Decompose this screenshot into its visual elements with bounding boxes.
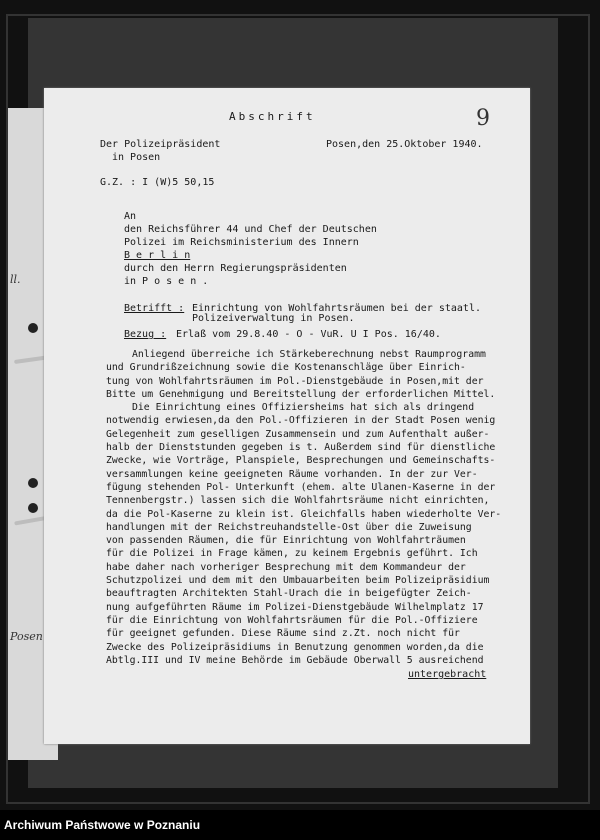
body-line: Abtlg.III und IV meine Behörde im Gebäude Oberwall 5 ausreichend: [106, 654, 484, 666]
body-line: Zwecke, wie Vorträge, Planspiele, Besprechungen und Gemeinschafts-: [106, 455, 496, 467]
file-reference: G.Z. : I (W)5 50,15: [100, 177, 215, 188]
body-line: versammlungen keine geeigneten Räume vorhanden. In der zur Ver-: [106, 468, 478, 480]
body-line: habe daher nach vorheriger Besprechung mit dem Kommandeur der: [106, 561, 466, 573]
reference-label: Bezug :: [124, 329, 167, 340]
reference-text: Erlaß vom 29.8.40 - O - VuR. U I Pos. 16/40.: [176, 329, 441, 340]
body-line: nung aufgeführten Räume im Polizei-Dienstgebäude Wilhelmplatz 17: [106, 601, 484, 613]
body-line: notwendig erwiesen,da den Pol.-Offizieren in der Stadt Posen wenig: [106, 415, 496, 427]
body-line: Gelegenheit zum geselligen Zusammensein und zum Aufenthalt außer-: [106, 428, 490, 440]
address-line: An: [124, 211, 137, 222]
body-line: fügung stehenden Pol- Unterkunft (ehem. alte Ulanen-Kaserne in der: [106, 481, 496, 493]
address-line: den Reichsführer 44 und Chef der Deutschen: [124, 224, 377, 235]
binder-hole: [28, 323, 38, 333]
body-line: Tennenbergstr.) lassen sich die Wohlfahrtsräume nicht einrichten,: [106, 495, 490, 507]
body-line: für die Einrichtung von Wohlfahrtsräumen für die Pol.-Offiziere: [106, 614, 478, 626]
body-line: und Grundrißzeichnung sowie die Kostenanschläge über Einrich-: [106, 362, 466, 374]
page-number: 9: [476, 106, 490, 131]
document-title: Abschrift: [229, 110, 316, 123]
binder-hole: [28, 478, 38, 488]
body-line: handlungen mit der Reichstreuhandstelle-Ost über die Zuweisung: [106, 521, 472, 533]
body-line: von passenden Räumen, die für Einrichtung von Wohlfahrträumen: [106, 535, 466, 547]
document-page: [44, 88, 530, 744]
binder-hole: [28, 503, 38, 513]
sender-line: Der Polizeipräsident: [100, 139, 221, 150]
place-date: Posen,den 25.Oktober 1940.: [326, 139, 483, 150]
body-line: da die Pol-Kaserne zu klein ist. Gleichfalls haben wiederholte Ver-: [106, 508, 502, 520]
archive-footer: Archiwum Państwowe w Poznaniu: [0, 810, 600, 840]
subject-label: Betrifft :: [124, 303, 185, 314]
body-line: halb der Dienststunden gegeben is t. Außerdem sind für dienstliche: [106, 442, 496, 454]
subject-text: Einrichtung von Wohlfahrtsräumen bei der staatl.: [192, 303, 481, 314]
address-line: B e r l i n: [124, 250, 191, 261]
body-line: für die Polizei in Frage kämen, zu keinem Ergebnis geführt. Ich: [106, 548, 478, 560]
body-line: Schutzpolizei und dem mit den Umbauarbeiten beim Polizeipräsidium: [106, 575, 490, 587]
address-line: in P o s e n .: [124, 276, 209, 287]
subject-text: Polizeiverwaltung in Posen.: [192, 313, 355, 324]
body-line: tung von Wohlfahrtsräumen im Pol.-Dienstgebäude in Posen,mit der: [106, 375, 484, 387]
body-line: für geeignet gefunden. Diese Räume sind z.Zt. noch nicht für: [106, 628, 460, 640]
closing-word: untergebracht: [408, 669, 487, 680]
letter-body: [106, 348, 522, 667]
address-line: durch den Herrn Regierungspräsidenten: [124, 263, 347, 274]
sender-line: in Posen: [112, 152, 161, 163]
body-line: Die Einrichtung eines Offiziersheims hat sich als dringend: [132, 402, 475, 414]
address-line: Polizei im Reichsministerium des Innern: [124, 237, 359, 248]
body-line: Anliegend überreiche ich Stärkeberechnung nebst Raumprogramm: [132, 349, 486, 360]
body-line: Zwecke des Polizeipräsidiums in Benutzung genommen worden,da die: [106, 641, 484, 653]
body-line: Bitte um Genehmigung und Bereitstellung der erforderlichen Mittel.: [106, 388, 496, 400]
margin-note: Posen: [10, 630, 43, 643]
body-line: beauftragten Architekten Stahl-Urach die in beigefügter Zeich-: [106, 588, 472, 600]
margin-note: ll.: [10, 273, 21, 286]
